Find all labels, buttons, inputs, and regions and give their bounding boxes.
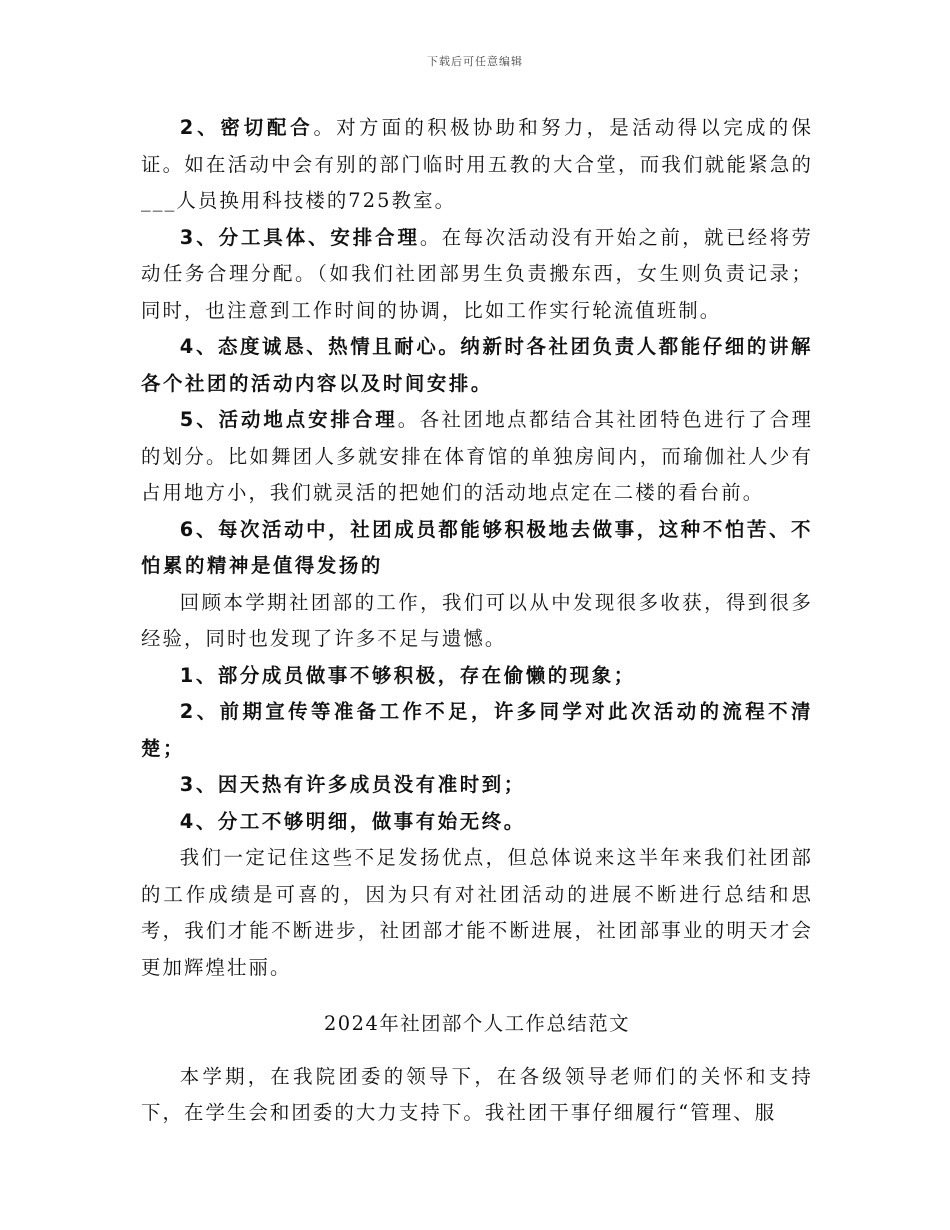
paragraph-bold-lead: 4、态度诚恳、热情且耐心。纳新时各社团负责人都能仔细的讲解各个社团的活动内容以及时间安排。	[141, 335, 813, 395]
shortcoming-item-3	[141, 767, 813, 804]
paragraph-conclusion	[141, 840, 813, 986]
paragraph-bold-lead: 2、前期宣传等准备工作不足，许多同学对此次活动的流程不清楚；	[141, 700, 813, 760]
shortcoming-item-1	[141, 658, 813, 695]
paragraph-opening: 本学期，在我院团委的领导下，在各级领导老师们的关怀和支持下，在学生会和团委的大力支持下。我社团干事仔细履行“管理、服	[141, 1064, 813, 1124]
paragraph-text: 回顾本学期社团部的工作，我们可以从中发现很多收获，得到很多经验，同时也发现了许多不足与遗憾。	[141, 590, 813, 650]
paragraph-division-of-labor	[141, 220, 813, 330]
paragraph-text: 。各社团地点都结合其社团特色进行了合理的划分。比如舞团人多就安排在体育馆的单独房间内，而瑜伽社人少有占用地方小，我们就灵活的把她们的活动地点定在二楼的看台前。	[141, 408, 813, 504]
paragraph-bold-lead: 3、分工具体、安排合理	[179, 225, 420, 249]
paragraph-venue	[141, 402, 813, 512]
paragraph-spirit	[141, 512, 813, 585]
shortcoming-item-4	[141, 804, 813, 841]
paragraph-bold-lead: 6、每次活动中，社团成员都能够积极地去做事，这种不怕苦、不怕累的精神是值得发扬的	[141, 517, 813, 577]
paragraph-attitude	[141, 329, 813, 402]
paragraph-text: 。对方面的积极协助和努力，是活动得以完成的保证。如在活动中会有别的部门临时用五教的大合堂，而我们就能紧急的___人员换用科技楼的725教室。	[141, 116, 814, 212]
paragraph-bold-lead: 2、密切配合	[179, 116, 314, 139]
section-title: 2024年社团部个人工作总结范文	[323, 1012, 631, 1035]
paragraph-text: 我们一定记住这些不足发扬优点，但总体说来这半年来我们社团部的工作成绩是可喜的，因为只有对社团活动的进展不断进行总结和思考，我们才能不断进步，社团部才能不断进展，社团部事业的明天才会更加辉煌壮丽。	[141, 846, 813, 979]
shortcoming-item-2	[141, 694, 813, 767]
paragraph-cooperation	[141, 110, 813, 220]
paragraph-bold-lead: 5、活动地点安排合理	[179, 408, 398, 431]
paragraph-bold-lead: 1、部分成员做事不够积极，存在偷懒的现象；	[179, 663, 636, 687]
paragraph-bold-lead: 3、因天热有许多成员没有准时到；	[179, 773, 526, 796]
document-body	[141, 110, 813, 1132]
paragraph-text: 。在每次活动没有开始之前，就已经将劳动任务合理分配。（如我们社团部男生负责搬东西，女生则负责记录；同时，也注意到工作时间的协调，比如工作实行轮流值班制。	[141, 225, 813, 322]
paragraph-review	[141, 585, 813, 658]
paragraph-bold-lead: 4、分工不够明细，做事有始无终。	[179, 809, 526, 833]
page-header: 下载后可任意编辑	[427, 55, 523, 68]
